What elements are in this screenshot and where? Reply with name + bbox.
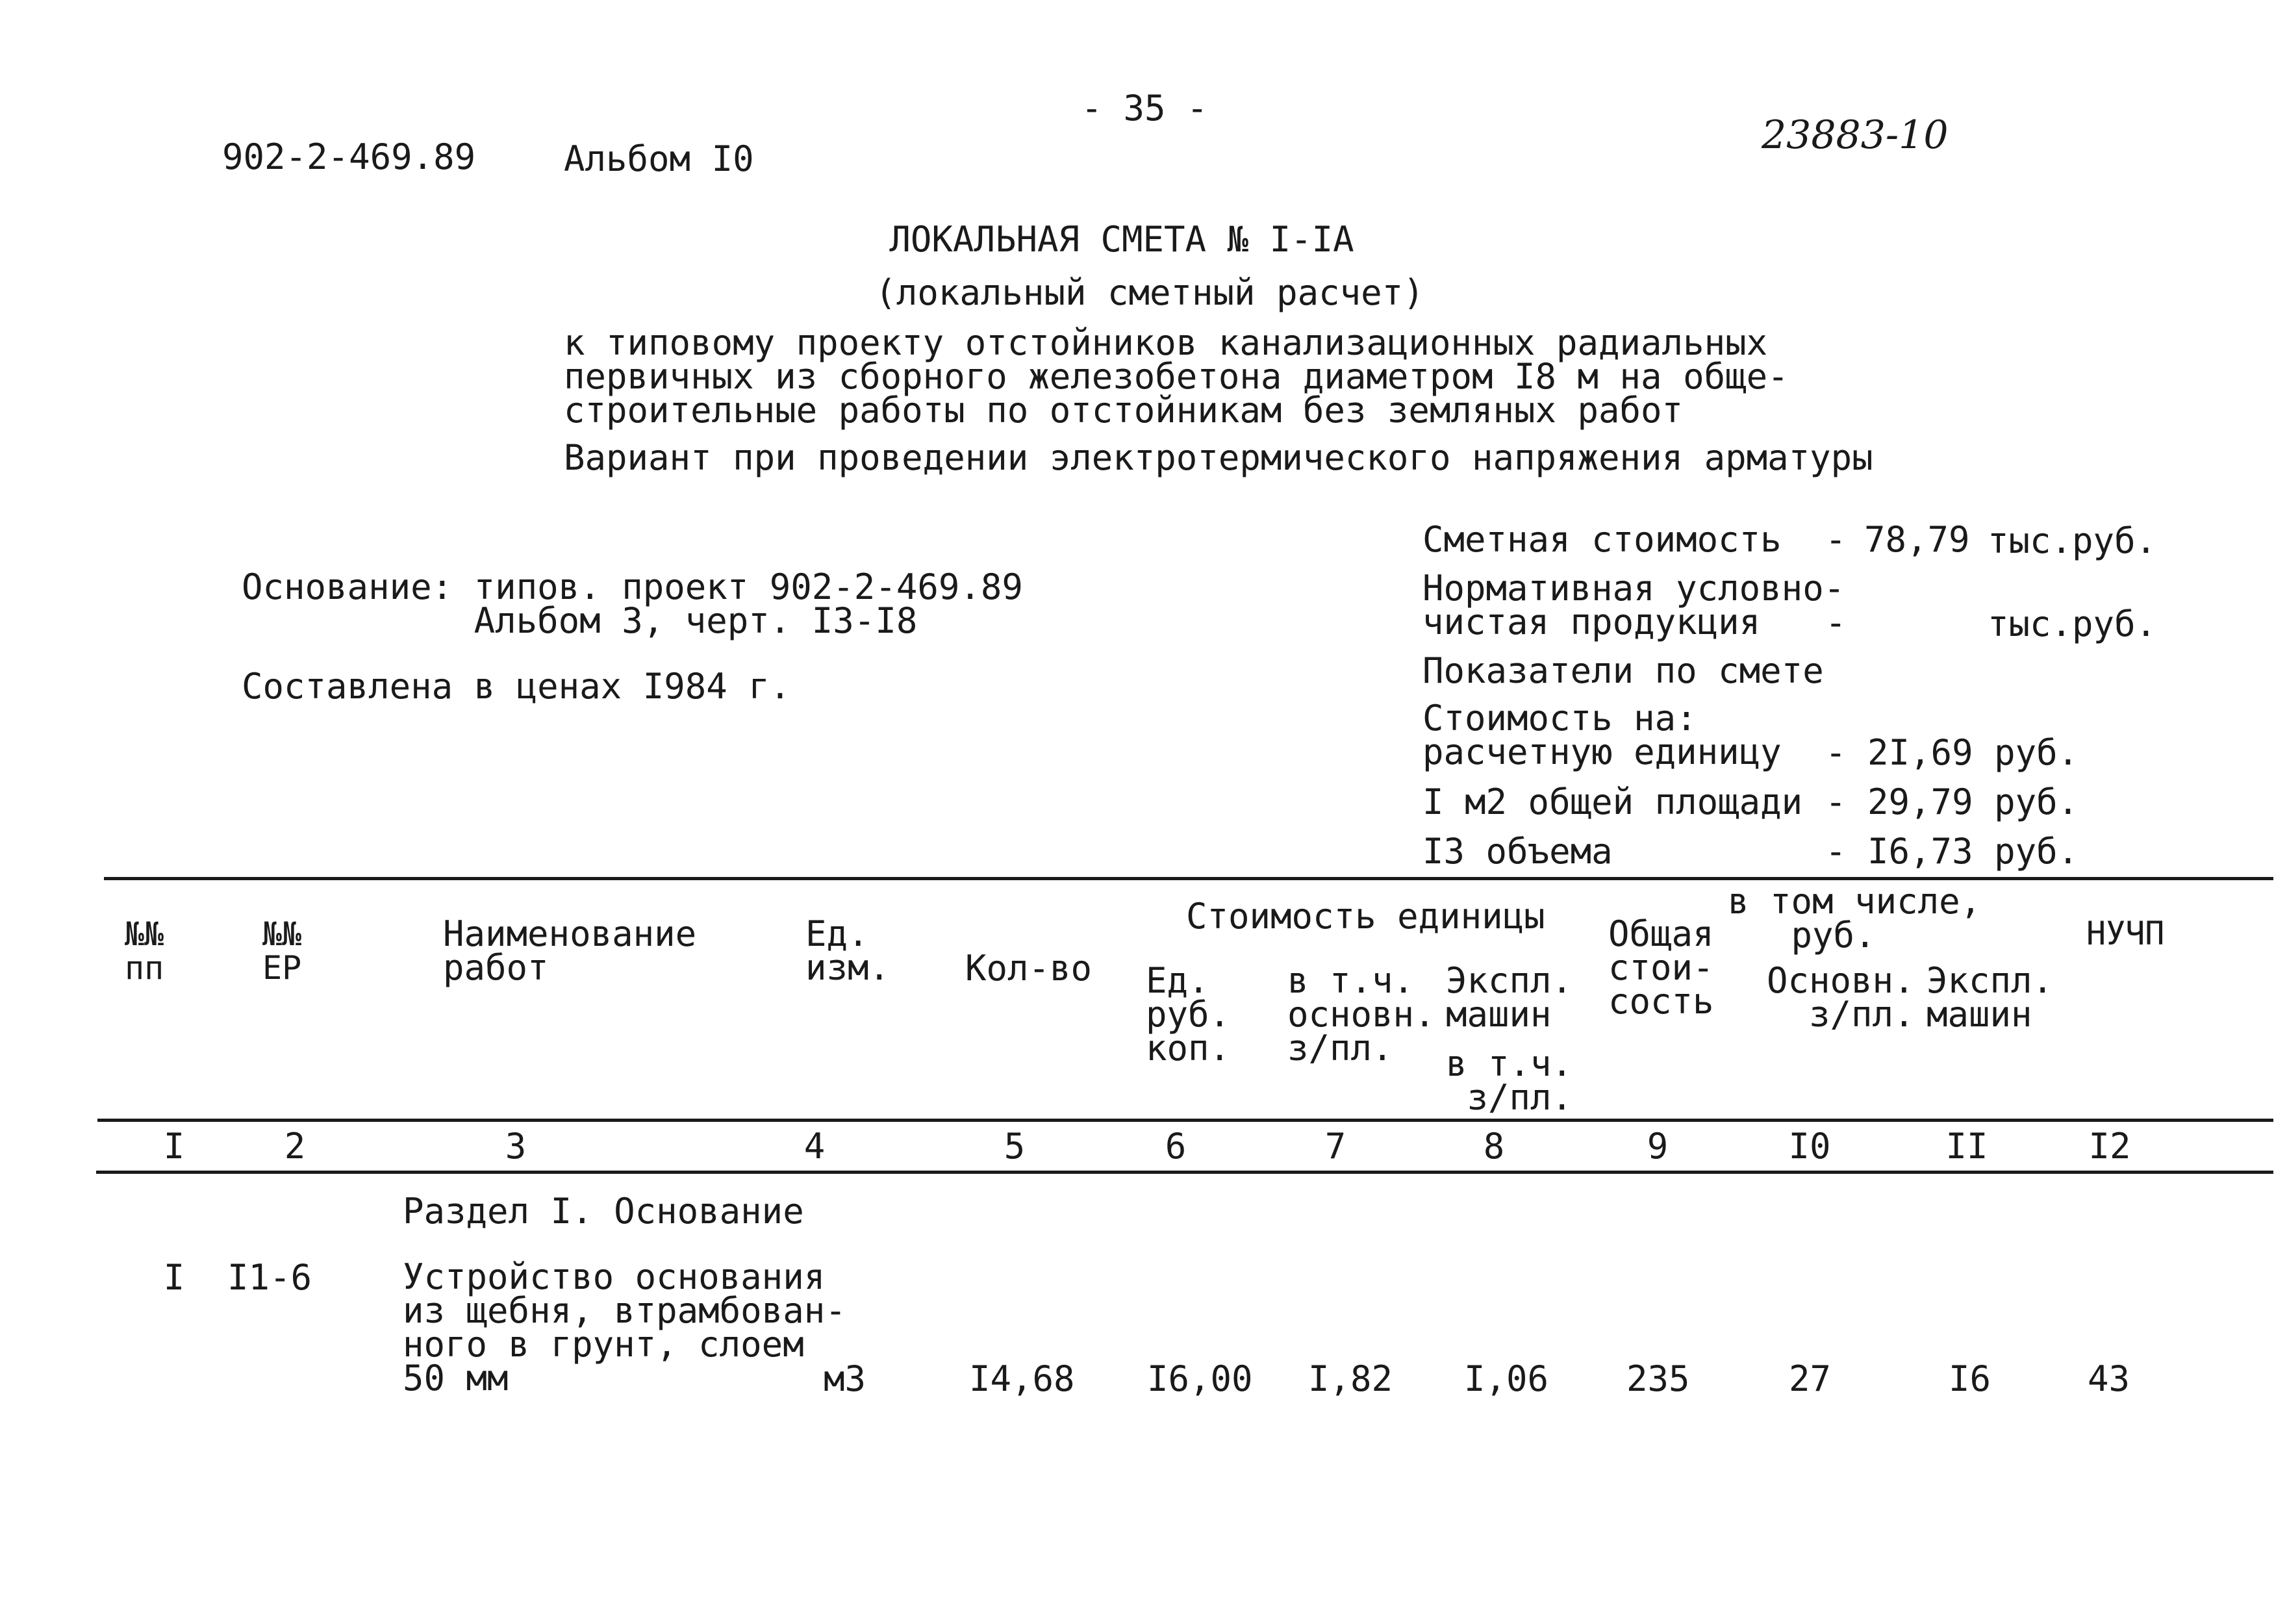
- col-header-unit-cost-group: Стоимость единицы: [1186, 896, 1545, 937]
- col-header-unit-machine: Экспл. машин: [1446, 960, 1573, 1035]
- column-number: 2: [284, 1126, 306, 1167]
- column-number: 7: [1324, 1126, 1346, 1167]
- col-header-name: Наименование работ: [443, 913, 697, 988]
- column-number: I0: [1788, 1126, 1831, 1167]
- column-number: 4: [803, 1126, 826, 1167]
- col-header-unit-cost: Ед. руб. коп.: [1146, 960, 1231, 1069]
- col-header-number: №№ пп: [125, 915, 164, 987]
- col-header-unit: Ед. изм.: [805, 913, 891, 988]
- estimated-cost-dash: -: [1825, 519, 1847, 560]
- column-number: II: [1945, 1126, 1988, 1167]
- project-code: 902-2-469.89: [222, 136, 476, 177]
- col-header-quantity: Кол-во: [965, 948, 1093, 989]
- section-title: Раздел I. Основание: [403, 1191, 804, 1232]
- album-label: Альбом I0: [564, 138, 754, 179]
- per-m3-value: - I6,73 руб.: [1825, 831, 2079, 872]
- row-name: Устройство основания из щебня, втрамбован- ного в грунт, слоем 50 мм: [403, 1256, 846, 1399]
- basis-label: Основание: типов. проект 902-2-469.89 Альбом 3, черт. I3-I8: [242, 566, 1023, 641]
- row-unit-cost: I6,00: [1147, 1358, 1253, 1399]
- estimate-variant: Вариант при проведении электротермического напряжения арматуры: [564, 437, 1873, 478]
- row-unit: м3: [824, 1358, 866, 1399]
- price-base: Составлена в ценах I984 г.: [242, 666, 791, 707]
- column-number: 8: [1483, 1126, 1505, 1167]
- cost-per-unit-value: - 2I,69 руб.: [1825, 732, 2079, 773]
- table-top-rule: [104, 877, 2273, 880]
- normative-product-unit: тыс.руб.: [1988, 603, 2157, 644]
- estimate-title: ЛОКАЛЬНАЯ СМЕТА № I-IA: [889, 219, 1354, 260]
- col-header-including-group: в том числе, руб.: [1728, 881, 1982, 956]
- estimated-cost-label: Сметная стоимость: [1422, 519, 1782, 560]
- row-total-machine: I6: [1949, 1358, 1991, 1399]
- per-m2-value: - 29,79 руб.: [1825, 781, 2079, 822]
- col-header-total-machine: Экспл. машин: [1927, 960, 2054, 1035]
- cost-per-label: Стоимость на: расчетную единицу: [1422, 698, 1782, 772]
- column-number: 9: [1647, 1126, 1669, 1167]
- header-bottom-rule: [97, 1119, 2273, 1122]
- per-m3-label: I3 объема: [1422, 831, 1613, 872]
- row-total: 235: [1626, 1358, 1690, 1399]
- handwritten-stamp: 23883-10: [1762, 112, 1949, 158]
- page-number: - 35 -: [1081, 88, 1208, 129]
- row-number: I: [163, 1257, 185, 1298]
- column-number: 5: [1004, 1126, 1026, 1167]
- normative-product-label: Нормативная условно- чистая продукция: [1422, 568, 1845, 642]
- row-quantity: I4,68: [969, 1358, 1075, 1399]
- col-header-unit-wage: в т.ч. основн. з/пл.: [1287, 960, 1435, 1069]
- col-header-code: №№ ЕР: [262, 915, 302, 987]
- normative-product-dash: -: [1825, 602, 1847, 643]
- column-number: I2: [2088, 1126, 2131, 1167]
- column-number: 6: [1165, 1126, 1187, 1167]
- estimated-cost-unit: тыс.руб.: [1988, 520, 2157, 561]
- estimated-cost-value: 78,79: [1864, 519, 1970, 560]
- estimate-description: к типовому проекту отстойников канализационных радиальных первичных из сборного железобетона диаметром I8 м на обще- строительные работы по отстойникам без земляных работ: [564, 322, 1789, 431]
- per-m2-label: I м2 общей площади: [1422, 781, 1803, 822]
- col-header-nuchp: НУЧП: [2086, 915, 2165, 952]
- col-header-total-wage: Основн. з/пл.: [1767, 960, 1915, 1035]
- estimate-subtitle: (локальный сметный расчет): [875, 272, 1424, 313]
- row-unit-machine: I,06: [1464, 1358, 1549, 1399]
- row-nuchp: 43: [2088, 1358, 2130, 1399]
- row-unit-wage: I,82: [1308, 1358, 1393, 1399]
- column-number: 3: [505, 1126, 527, 1167]
- numbers-bottom-rule: [96, 1171, 2273, 1174]
- row-code: I1-6: [227, 1257, 312, 1298]
- col-header-unit-machine-wage: в т.ч. з/пл.: [1446, 1043, 1573, 1118]
- col-header-total: Общая стои- сость: [1608, 913, 1714, 1022]
- column-number: I: [163, 1126, 185, 1167]
- indicators-label: Показатели по смете: [1422, 650, 1824, 691]
- row-total-wage: 27: [1789, 1358, 1832, 1399]
